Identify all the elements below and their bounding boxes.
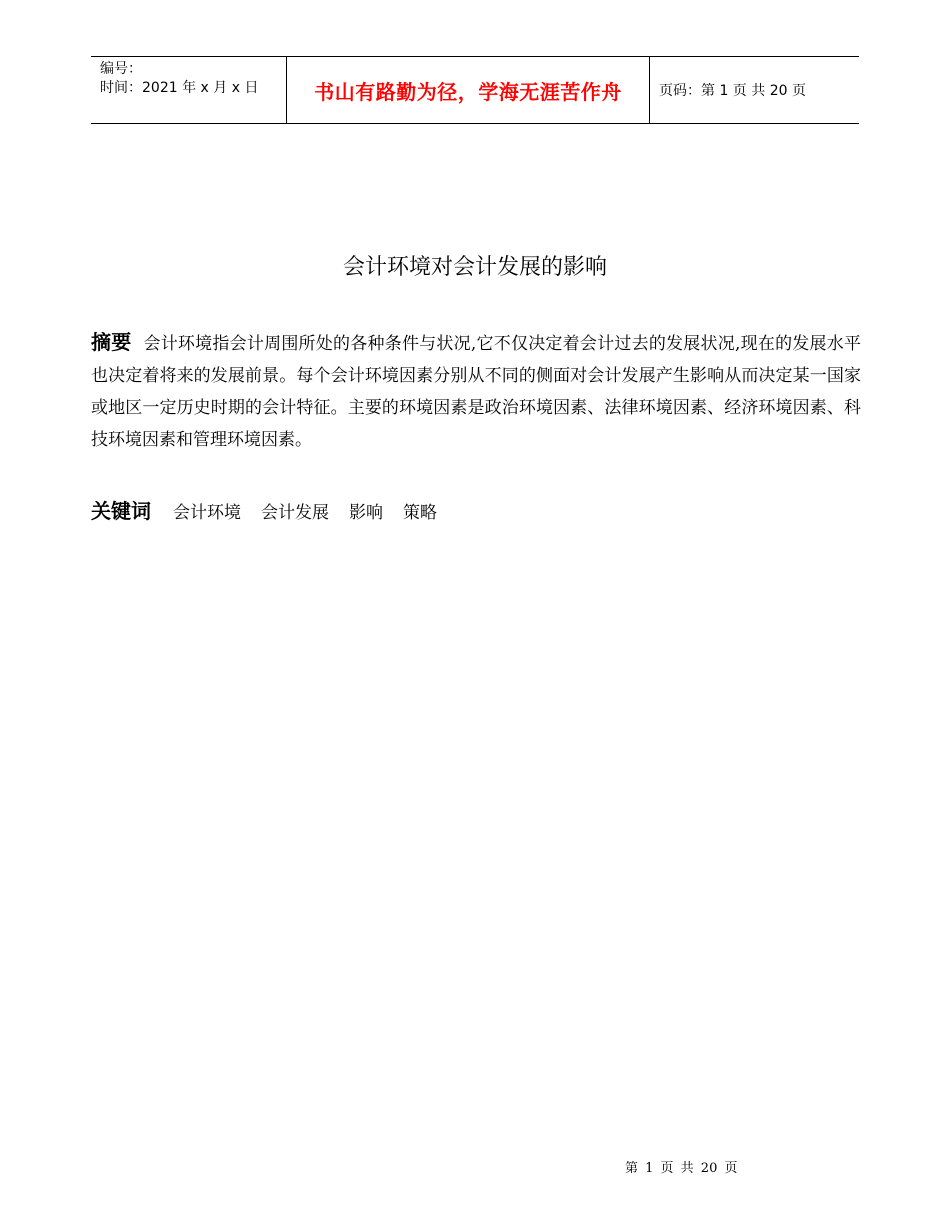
date-label: 时间：2021 年 x 月 x 日 [100,80,259,96]
keywords-line [91,495,457,524]
keyword-item: 策略 [403,503,437,523]
abstract-label: 摘要 [91,330,132,354]
motto: 书山有路勤为径，学海无涯苦作舟 [314,79,622,104]
header-page-info-cell [650,57,859,123]
page-footer: 第 1 页 共 20 页 [625,1161,738,1176]
abstract-paragraph [91,326,861,456]
keywords-label: 关键词 [91,499,151,523]
keyword-item: 影响 [349,503,383,523]
page-info: 页码：第 1 页 共 20 页 [659,83,806,99]
header-table [91,56,859,124]
abstract-text: 会计环境指会计周围所处的各种条件与状况,它不仅决定着会计过去的发展状况,现在的发展水平也决定着将来的发展前景。每个会计环境因素分别从不同的侧面对会计发展产生影响从而决定某一国家或地区一定历史时期的会计特征。主要的环境因素是政治环境因素、法律环境因素、经济环境因素、科技环境因素和管理环境因素。 [91,334,861,450]
header-motto-cell [287,57,650,123]
header-meta [91,57,287,123]
number-label: 编号： [100,61,142,77]
keyword-item: 会计发展 [261,503,329,523]
keyword-item: 会计环境 [173,503,241,523]
document-title: 会计环境对会计发展的影响 [342,255,607,280]
